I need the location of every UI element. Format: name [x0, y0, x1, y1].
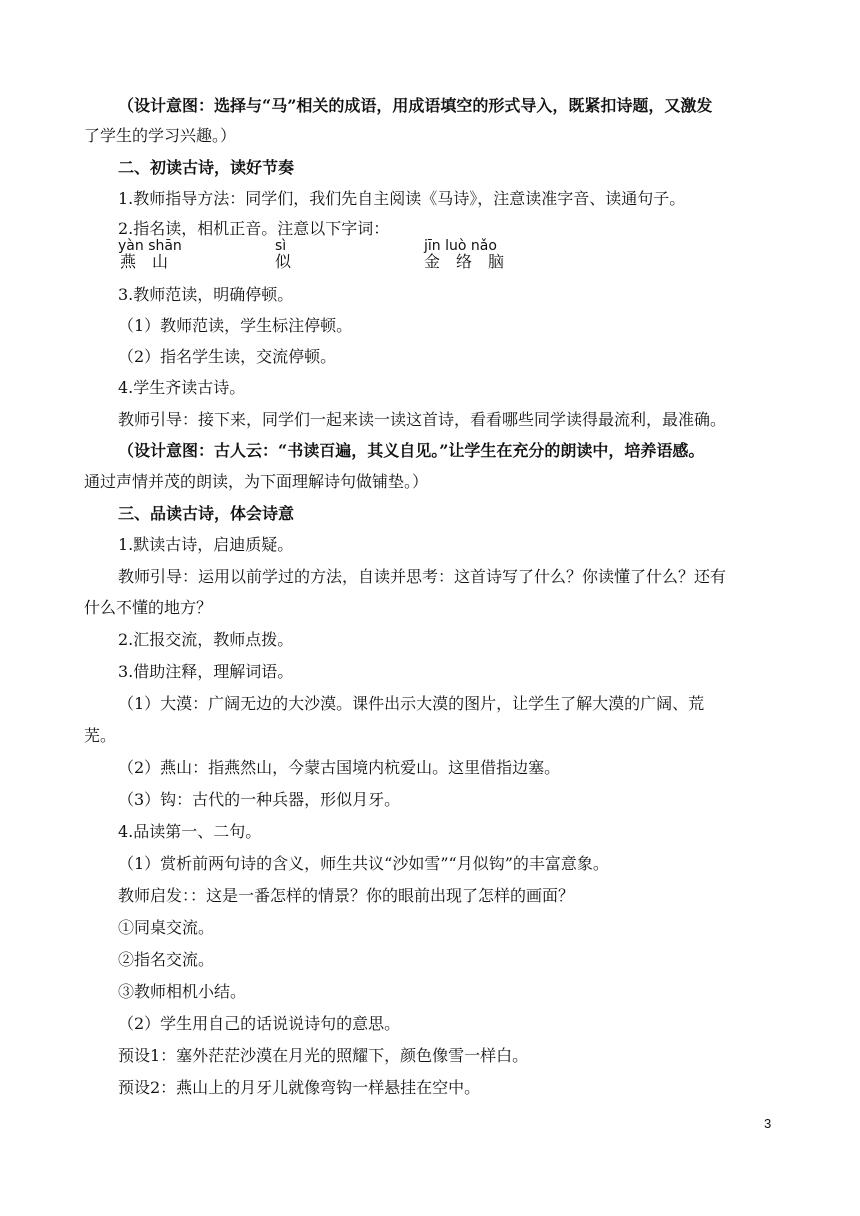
activity-2: ②指名交流。 — [118, 950, 215, 969]
note-yanshan: （2）燕山：指燕然山，今蒙古国境内杭爱山。这里借指边塞。 — [118, 758, 561, 777]
page-number: 3 — [764, 1116, 772, 1131]
step-3-4-2: （2）学生用自己的话说说诗句的意思。 — [118, 1014, 401, 1033]
teacher-inspire: 教师启发：：这是一番怎样的情景？你的眼前出现了怎样的画面？ — [118, 886, 575, 905]
teacher-guide-2b: 什么不懂的地方？ — [84, 598, 213, 617]
preset-2: 预设2：燕山上的月牙儿就像弯钩一样悬挂在空中。 — [118, 1078, 481, 1097]
step-2-2: 2.指名读，相机正音。注意以下字词： — [118, 219, 390, 238]
chars-jinluonao: 金 络 脑 — [424, 252, 505, 271]
chars-yanshan: 燕 山 — [120, 252, 169, 271]
chars-si: 似 — [275, 252, 292, 271]
design-intent-2b: 通过声情并茂的朗读，为下面理解诗句做铺垫。） — [84, 472, 429, 491]
step-3-3: 3.借助注释，理解词语。 — [118, 662, 294, 681]
teacher-guide-1: 教师引导：接下来，同学们一起来读一读这首诗，看看哪些同学读得最流利，最准确。 — [118, 410, 727, 429]
design-intent-2a: （设计意图：古人云：“书读百遍，其义自见。”让学生在充分的朗读中，培养语感。 — [118, 441, 705, 460]
preset-1: 预设1：塞外茫茫沙漠在月光的照耀下，颜色像雪一样白。 — [118, 1046, 529, 1065]
step-2-1: 1.教师指导方法：同学们，我们先自主阅读《马诗》，注意读准字音、读通句子。 — [118, 189, 686, 208]
note-damo-b: 芜。 — [84, 726, 117, 745]
step-3-4: 4.品读第一、二句。 — [118, 822, 262, 841]
step-2-3-2: （2）指名学生读，交流停顿。 — [118, 347, 337, 366]
step-2-4: 4.学生齐读古诗。 — [118, 378, 246, 397]
pinyin-yanshan: yàn shān — [118, 238, 182, 254]
step-3-1: 1.默读古诗，启迪质疑。 — [118, 535, 294, 554]
teacher-guide-2a: 教师引导：运用以前学过的方法，自读并思考：这首诗写了什么？你读懂了什么？还有 — [118, 567, 727, 586]
design-intent-1b: 了学生的学习兴趣。） — [84, 126, 237, 145]
pinyin-si: sì — [275, 238, 287, 254]
pinyin-jinluonao: jīn luò nǎo — [424, 238, 497, 254]
step-2-3: 3.教师范读，明确停顿。 — [118, 285, 294, 304]
section-heading-2: 二、初读古诗，读好节奏 — [118, 158, 295, 177]
note-damo-a: （1）大漠：广阔无边的大沙漠。课件出示大漠的图片，让学生了解大漠的广阔、荒 — [118, 694, 705, 713]
design-intent-1a: （设计意图：选择与“马”相关的成语，用成语填空的形式导入，既紧扣诗题，又激发 — [118, 96, 713, 115]
activity-3: ③教师相机小结。 — [118, 982, 247, 1001]
note-gou: （3）钩：古代的一种兵器，形似月牙。 — [118, 790, 401, 809]
step-3-4-1: （1）赏析前两句诗的含义，师生共议“沙如雪”“月似钩”的丰富意象。 — [118, 854, 609, 873]
step-2-3-1: （1）教师范读，学生标注停顿。 — [118, 316, 353, 335]
activity-1: ①同桌交流。 — [118, 918, 215, 937]
step-3-2: 2.汇报交流，教师点拨。 — [118, 630, 294, 649]
section-heading-3: 三、品读古诗，体会诗意 — [118, 504, 295, 523]
